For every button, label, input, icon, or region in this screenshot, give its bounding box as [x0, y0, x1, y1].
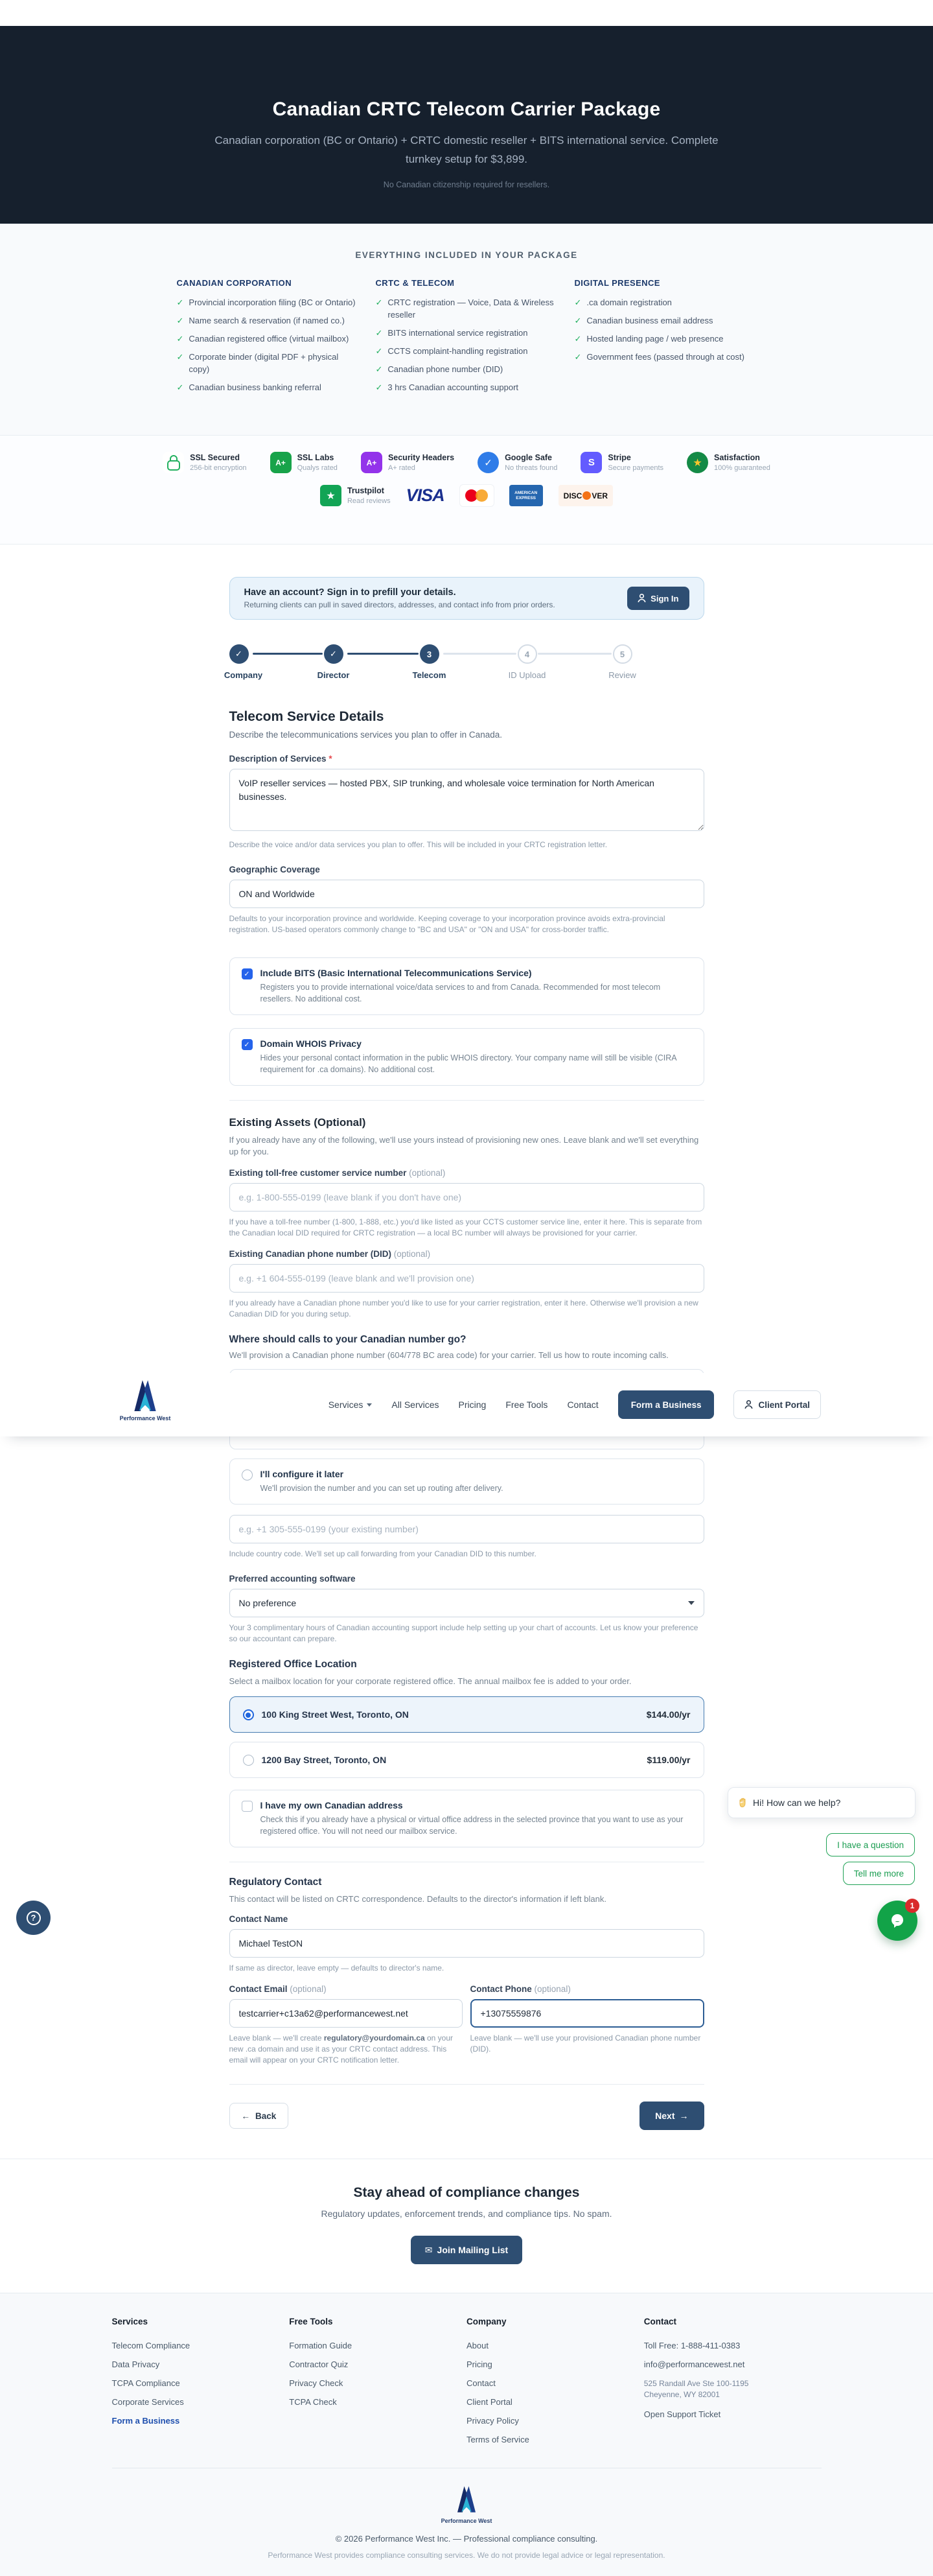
- trustpilot-star-icon: ★: [320, 485, 341, 506]
- checkbox-unchecked-icon[interactable]: [242, 1801, 253, 1812]
- chat-launcher-button[interactable]: [877, 1901, 917, 1941]
- office-option-bay-street[interactable]: [229, 1742, 704, 1778]
- office-option-price: $144.00/yr: [646, 1709, 691, 1720]
- page-title: Canadian CRTC Telecom Carrier Package: [272, 99, 661, 120]
- check-icon: ✓: [375, 328, 383, 338]
- checkbox-checked-icon[interactable]: ✓: [242, 968, 253, 979]
- list-item-text: Canadian business email address: [586, 316, 713, 325]
- whois-checkbox-card[interactable]: [229, 1028, 704, 1086]
- next-button[interactable]: [639, 2102, 704, 2130]
- checkbox-checked-icon[interactable]: ✓: [242, 1039, 253, 1050]
- order-form-section: [0, 577, 933, 2159]
- own-address-title: I have my own Canadian address: [260, 1800, 403, 1810]
- step-director-circle[interactable]: ✓: [324, 644, 343, 664]
- person-icon: [744, 1400, 753, 1409]
- badge-ssl-secured: [163, 452, 246, 473]
- person-icon: [638, 594, 646, 603]
- cta-subtitle: Regulatory updates, enforcement trends, and compliance tips. No spam.: [321, 2208, 612, 2219]
- help-button[interactable]: [16, 1901, 51, 1935]
- route-later-desc: We'll provision the number and you can set up routing after delivery.: [260, 1484, 503, 1493]
- contact-email-label: Contact Email (optional): [229, 1984, 327, 1994]
- list-item-text: Name search & reservation (if named co.): [189, 316, 345, 325]
- footer-link-contact[interactable]: Contact: [466, 2378, 496, 2388]
- chevron-down-icon: [367, 1403, 372, 1407]
- nav-link-free-tools[interactable]: Free Tools: [505, 1399, 548, 1410]
- nav-link-contact[interactable]: Contact: [567, 1399, 599, 1410]
- regulatory-title: Regulatory Contact: [229, 1877, 322, 1888]
- stepper-line: [347, 653, 419, 655]
- next-label: Next: [655, 2111, 675, 2121]
- client-portal-label: Client Portal: [758, 1399, 810, 1410]
- step-label-telecom: Telecom: [412, 670, 446, 680]
- contact-name-label: Contact Name: [229, 1914, 288, 1924]
- wave-hand-icon: [737, 1797, 748, 1808]
- footer-open-support-ticket[interactable]: Open Support Ticket: [643, 2409, 721, 2419]
- list-item-text: CRTC registration — Voice, Data & Wireless reseller: [387, 298, 554, 320]
- navbar-logo[interactable]: [109, 1376, 181, 1422]
- check-icon: ✓: [375, 298, 383, 307]
- visa-logo: VISA: [406, 486, 444, 505]
- discover-circle-icon: [582, 491, 591, 500]
- contact-phone-input[interactable]: [470, 1999, 704, 2028]
- list-item-text: CCTS complaint-handling registration: [387, 346, 528, 356]
- trust-row-1: [0, 452, 933, 473]
- step-telecom-circle[interactable]: 3: [420, 644, 439, 664]
- mastercard-logo: [460, 485, 494, 506]
- check-icon: ✓: [574, 316, 582, 325]
- navbar: [0, 1373, 933, 1436]
- office-option-price: $119.00/yr: [647, 1755, 691, 1765]
- radio-unselected-icon[interactable]: [243, 1755, 254, 1766]
- whois-desc: Hides your personal contact information in the public WHOIS directory. Your company name will still be visible (CIRA requirement for .ca domains). No additional cost.: [260, 1053, 676, 1074]
- did-label: Existing Canadian phone number (DID) (optional): [229, 1249, 431, 1259]
- route-desc: We'll provision a Canadian phone number (604/778 BC area code) for your carrier. Tell us how to route incoming calls.: [229, 1350, 669, 1360]
- chevron-down-icon: [688, 1601, 695, 1605]
- check-icon: ✓: [574, 352, 582, 362]
- footer-disclaimer: Performance West provides compliance consulting services. We do not provide legal advice or legal representation.: [268, 2551, 665, 2560]
- did-help: If you already have a Canadian phone number you'd like to use for your carrier registration, enter it here. Otherwise we'll provision a new Canadian DID for you during setup.: [229, 1298, 698, 1318]
- list-item-text: Canadian business banking referral: [189, 382, 321, 392]
- badge-sub: A+ rated: [387, 464, 415, 472]
- footer-address: 525 Randall Ave Ste 100-1195 Cheyenne, WY 82001: [643, 2379, 749, 2399]
- included-col-title: DIGITAL PRESENCE: [574, 278, 660, 288]
- badge-sub: Read reviews: [347, 497, 391, 505]
- performance-west-logo: [453, 2483, 480, 2512]
- forward-help: Include country code. We'll set up call forwarding from your Canadian DID to this number.: [229, 1549, 536, 1558]
- badge-name: Satisfaction: [714, 453, 760, 462]
- list-item-text: Hosted landing page / web presence: [586, 334, 724, 344]
- badge-sub: No threats found: [505, 464, 558, 472]
- footer-col-title: Free Tools: [289, 2317, 333, 2326]
- included-col-title: CANADIAN CORPORATION: [176, 278, 292, 288]
- list-item: [177, 333, 359, 345]
- nav-link-services[interactable]: Services: [328, 1399, 373, 1410]
- signin-title: Have an account? Sign in to prefill your details.: [244, 587, 456, 598]
- list-item: [376, 363, 558, 375]
- description-label: Description of Services *: [229, 754, 332, 764]
- nav-link-pricing[interactable]: Pricing: [458, 1399, 487, 1410]
- top-strip: [0, 0, 933, 26]
- office-option-king-street[interactable]: [229, 1696, 704, 1733]
- back-label: Back: [255, 2111, 277, 2121]
- badge-satisfaction: [687, 452, 770, 473]
- accounting-select[interactable]: [229, 1589, 704, 1617]
- list-item: [177, 296, 359, 309]
- whois-title: Domain WHOIS Privacy: [260, 1038, 362, 1049]
- join-mailing-list-label: Join Mailing List: [437, 2245, 509, 2255]
- hero-subtitle: Canadian corporation (BC or Ontario) + CRTC domestic reseller + BITS international service. Complete turnkey setup for $3,899.: [214, 134, 719, 165]
- check-icon: ✓: [176, 298, 184, 307]
- office-option-label: 1200 Bay Street, Toronto, ON: [261, 1755, 387, 1765]
- included-heading: EVERYTHING INCLUDED IN YOUR PACKAGE: [355, 250, 578, 260]
- trust-bar: [0, 436, 933, 544]
- list-item-text: 3 hrs Canadian accounting support: [387, 382, 519, 392]
- footer-brand-name: Performance West: [441, 2518, 492, 2524]
- check-icon: ✓: [176, 382, 184, 392]
- route-later-radio-card[interactable]: [229, 1458, 704, 1505]
- badge-name: Google Safe: [505, 453, 553, 462]
- contact-phone-help: Leave blank — we'll use your provisioned Canadian phone number (DID).: [470, 2033, 701, 2054]
- office-desc: Select a mailbox location for your corporate registered office. The annual mailbox fee is added to your order.: [229, 1676, 632, 1686]
- stepper-line: [443, 653, 516, 655]
- office-title: Registered Office Location: [229, 1659, 357, 1670]
- discover-text: VER: [592, 491, 608, 500]
- list-item-text: .ca domain registration: [586, 298, 672, 307]
- required-mark: *: [328, 754, 332, 764]
- footer-link-formation-guide[interactable]: Formation Guide: [289, 2341, 352, 2350]
- list-item: [177, 351, 359, 375]
- performance-west-logo-icon: [129, 1376, 161, 1411]
- description-textarea[interactable]: [229, 769, 704, 831]
- signin-desc: Returning clients can pull in saved directors, addresses, and contact info from prior orders.: [244, 600, 555, 609]
- route-later-label: I'll configure it later: [260, 1469, 344, 1479]
- stepper-line: [253, 653, 323, 655]
- footer-link-about[interactable]: About: [466, 2341, 489, 2350]
- badge-sub: Secure payments: [608, 464, 664, 472]
- step-label-id-upload: ID Upload: [508, 670, 546, 680]
- footer-link-client-portal[interactable]: Client Portal: [466, 2397, 513, 2407]
- geographic-help: Defaults to your incorporation province and worldwide. Keeping coverage to your incorporation province avoids extra-provincial registration. US-based operators commonly change to "BC and USA" or "ON and USA" for cross-border traffic.: [229, 914, 665, 934]
- sign-in-button[interactable]: [627, 587, 689, 610]
- assets-desc: If you already have any of the following, we'll use yours instead of provisioning new ones. Leave blank and we'll set everything up for you.: [229, 1135, 699, 1156]
- accounting-selected-value: No preference: [238, 1598, 297, 1608]
- chat-bubble-icon: [888, 1911, 907, 1930]
- bits-desc: Registers you to provide international voice/data services to and from Canada. Recommended for most telecom resellers. No additional cost.: [260, 983, 661, 1003]
- own-address-desc: Check this if you already have a physical or virtual office address in the selected province that you want to use as your registered office. You will not need our mailbox service.: [260, 1815, 684, 1836]
- footer-link-tcpa-check[interactable]: TCPA Check: [289, 2397, 337, 2407]
- included-col-digital: [575, 278, 757, 399]
- chat-quick-reply-tell-more[interactable]: Tell me more: [843, 1862, 915, 1885]
- footer-link-contractor-quiz[interactable]: Contractor Quiz: [289, 2359, 349, 2369]
- contact-name-input[interactable]: [229, 1929, 704, 1958]
- accounting-label: Preferred accounting software: [229, 1574, 356, 1584]
- contact-name-help: If same as director, leave empty — defaults to director's name.: [229, 1963, 444, 1973]
- question-mark-icon: ?: [27, 1911, 41, 1925]
- tollfree-help: If you have a toll-free number (1-800, 1-888, etc.) you'd like listed as your CCTS customer service line, enter it here. This is separate from the Canadian local DID required for CRTC registration — a local BC number will always be provisioned for your carrier.: [229, 1217, 702, 1237]
- list-item: [575, 314, 757, 327]
- contact-email-input[interactable]: [229, 1999, 463, 2028]
- badge-trustpilot[interactable]: [320, 485, 391, 506]
- tollfree-input[interactable]: [229, 1183, 704, 1212]
- footer-link-corporate-services[interactable]: Corporate Services: [111, 2397, 184, 2407]
- check-icon: ✓: [176, 316, 184, 325]
- footer-link-form-a-business[interactable]: Form a Business: [111, 2416, 180, 2426]
- badge-name: SSL Labs: [297, 453, 334, 462]
- optional-suffix: (optional): [290, 1984, 327, 1994]
- section-divider: [229, 2084, 704, 2085]
- ssl-labs-icon: A+: [270, 452, 292, 473]
- footer-link-terms[interactable]: Terms of Service: [466, 2435, 529, 2444]
- trust-row-2: [0, 485, 933, 506]
- badge-name: Trustpilot: [347, 486, 384, 495]
- badge-name: Stripe: [608, 453, 631, 462]
- signin-banner: [229, 577, 704, 620]
- included-col-telecom: [376, 278, 558, 399]
- badge-security-headers: [361, 452, 454, 473]
- form-a-business-button[interactable]: Form a Business: [618, 1390, 715, 1419]
- list-item-text: Provincial incorporation filing (BC or Ontario): [189, 298, 356, 307]
- step-label-review: Review: [608, 670, 636, 680]
- route-title: Where should calls to your Canadian number go?: [229, 1334, 466, 1345]
- discover-text: DISC: [563, 491, 582, 500]
- navbar-brand-name: Performance West: [119, 1415, 171, 1422]
- badge-google-safe: [478, 452, 557, 473]
- footer-col-title: Services: [111, 2317, 148, 2326]
- footer-link-privacy-check[interactable]: Privacy Check: [289, 2378, 343, 2388]
- badge-sub: Qualys rated: [297, 464, 338, 472]
- footer-link-data-privacy[interactable]: Data Privacy: [111, 2359, 160, 2369]
- list-item-text: Canadian phone number (DID): [387, 364, 503, 374]
- contact-email-help: Leave blank — we'll create regulatory@yourdomain.ca on your new .ca domain and use it as your CRTC contact address. This email will appear on your CRTC notification letter.: [229, 2033, 453, 2065]
- list-item-text: Corporate binder (digital PDF + physical copy): [189, 352, 339, 374]
- list-item: [575, 296, 757, 309]
- step-review-circle[interactable]: 5: [613, 644, 632, 664]
- forward-number-input[interactable]: [229, 1515, 704, 1543]
- lock-icon: [163, 452, 184, 473]
- progress-stepper: [224, 644, 704, 681]
- list-item: [177, 381, 359, 393]
- list-item-text: BITS international service registration: [387, 328, 528, 338]
- check-icon: ✓: [176, 334, 184, 344]
- check-icon: ✓: [574, 298, 582, 307]
- included-grid: [177, 278, 757, 399]
- chat-greeting-text: Hi! How can we help?: [753, 1797, 841, 1808]
- stripe-icon: S: [581, 452, 602, 473]
- check-icon: ✓: [176, 352, 184, 362]
- check-icon: ✓: [375, 346, 383, 356]
- step-company-circle[interactable]: ✓: [229, 644, 249, 664]
- footer-copyright: © 2026 Performance West Inc. — Professional compliance consulting.: [335, 2534, 598, 2544]
- badge-name: SSL Secured: [190, 453, 240, 462]
- footer-col-contact: [644, 2317, 822, 2453]
- check-icon: ✓: [375, 382, 383, 392]
- list-item: [376, 345, 558, 357]
- section-divider: [229, 1100, 704, 1101]
- footer-col-free-tools: [289, 2317, 466, 2453]
- badge-sub: 256-bit encryption: [190, 464, 247, 472]
- footer-link-pricing[interactable]: Pricing: [466, 2359, 492, 2369]
- list-item-text: Canadian registered office (virtual mailbox): [189, 334, 349, 344]
- list-item: [376, 381, 558, 393]
- form-subtitle: Describe the telecommunications services you plan to offer in Canada.: [229, 730, 502, 740]
- badge-sub: 100% guaranteed: [714, 464, 770, 472]
- step-label-company: Company: [224, 670, 263, 680]
- badge-ssl-labs: [270, 452, 338, 473]
- included-section: [0, 224, 933, 436]
- footer-col-title: Company: [466, 2317, 507, 2326]
- shield-check-icon: ✓: [478, 452, 499, 473]
- back-button[interactable]: [229, 2103, 289, 2129]
- step-id-upload-circle[interactable]: 4: [518, 644, 537, 664]
- included-col-corporation: [177, 278, 359, 399]
- footer-link-tcpa-compliance[interactable]: TCPA Compliance: [111, 2378, 180, 2388]
- envelope-icon: ✉: [424, 2244, 433, 2255]
- assets-title: Existing Assets (Optional): [229, 1116, 366, 1129]
- client-portal-button[interactable]: [733, 1390, 821, 1419]
- tollfree-label: Existing toll-free customer service number (optional): [229, 1168, 446, 1178]
- check-icon: ✓: [574, 334, 582, 344]
- star-icon: ★: [687, 452, 708, 473]
- badge-stripe: [581, 452, 663, 473]
- list-item-text: Government fees (passed through at cost): [586, 352, 744, 362]
- nav-link-all-services[interactable]: All Services: [391, 1399, 439, 1410]
- back-arrow-icon: ←: [241, 2111, 250, 2121]
- check-icon: ✓: [375, 364, 383, 374]
- list-item: [575, 351, 757, 363]
- chat-unread-badge: 1: [905, 1899, 919, 1913]
- discover-logo: [559, 485, 613, 506]
- footer-link-privacy-policy[interactable]: Privacy Policy: [466, 2416, 519, 2426]
- geographic-input[interactable]: [229, 880, 704, 908]
- footer-col-services: [112, 2317, 290, 2453]
- mailing-cta-section: [0, 2159, 933, 2293]
- security-headers-icon: A+: [361, 452, 382, 473]
- form-title: Telecom Service Details: [229, 709, 384, 724]
- accounting-help: Your 3 complimentary hours of Canadian accounting support include help setting up your chart of accounts. Let us know your preference so our accountant can prepare.: [229, 1623, 698, 1643]
- join-mailing-list-button[interactable]: [411, 2236, 522, 2264]
- stepper-line: [538, 653, 612, 655]
- footer-link-telecom-compliance[interactable]: Telecom Compliance: [111, 2341, 190, 2350]
- list-item: [376, 327, 558, 339]
- optional-suffix: (optional): [409, 1168, 446, 1178]
- list-item: [177, 314, 359, 327]
- badge-name: Security Headers: [387, 453, 455, 462]
- sign-in-label: Sign In: [651, 593, 679, 603]
- description-help: Describe the voice and/or data services you plan to offer. This will be included in your CRTC registration letter.: [229, 840, 608, 849]
- hero-note: No Canadian citizenship required for resellers.: [383, 180, 550, 189]
- did-input[interactable]: [229, 1264, 704, 1293]
- bits-checkbox-card[interactable]: [229, 957, 704, 1015]
- geographic-label: Geographic Coverage: [229, 865, 320, 874]
- amex-logo: AMERICAN EXPRESS: [509, 485, 543, 506]
- chat-quick-reply-question[interactable]: I have a question: [826, 1833, 915, 1856]
- chat-greeting-bubble: [728, 1787, 916, 1818]
- own-address-checkbox-card[interactable]: [229, 1790, 704, 1847]
- footer: [0, 2293, 933, 2576]
- footer-toll-free: Toll Free: 1-888-411-0383: [643, 2341, 741, 2350]
- contact-phone-label: Contact Phone (optional): [470, 1984, 571, 1994]
- hero-header: [0, 26, 933, 224]
- radio-selected-icon[interactable]: [243, 1709, 254, 1720]
- radio-unselected-icon[interactable]: [242, 1469, 253, 1481]
- footer-col-company: [466, 2317, 644, 2453]
- list-item: [575, 333, 757, 345]
- cta-title: Stay ahead of compliance changes: [353, 2185, 580, 2200]
- step-label-director: Director: [317, 670, 350, 680]
- optional-suffix: (optional): [393, 1249, 431, 1259]
- included-col-title: CRTC & TELECOM: [375, 278, 455, 288]
- footer-col-title: Contact: [643, 2317, 676, 2326]
- bits-title: Include BITS (Basic International Telecommunications Service): [260, 968, 532, 978]
- regulatory-desc: This contact will be listed on CRTC correspondence. Defaults to the director's information if left blank.: [229, 1894, 606, 1904]
- office-option-label: 100 King Street West, Toronto, ON: [261, 1709, 409, 1720]
- list-item: [376, 296, 558, 321]
- optional-suffix: (optional): [534, 1984, 571, 1994]
- next-arrow-icon: →: [679, 2111, 689, 2121]
- footer-email[interactable]: info@performancewest.net: [643, 2359, 745, 2369]
